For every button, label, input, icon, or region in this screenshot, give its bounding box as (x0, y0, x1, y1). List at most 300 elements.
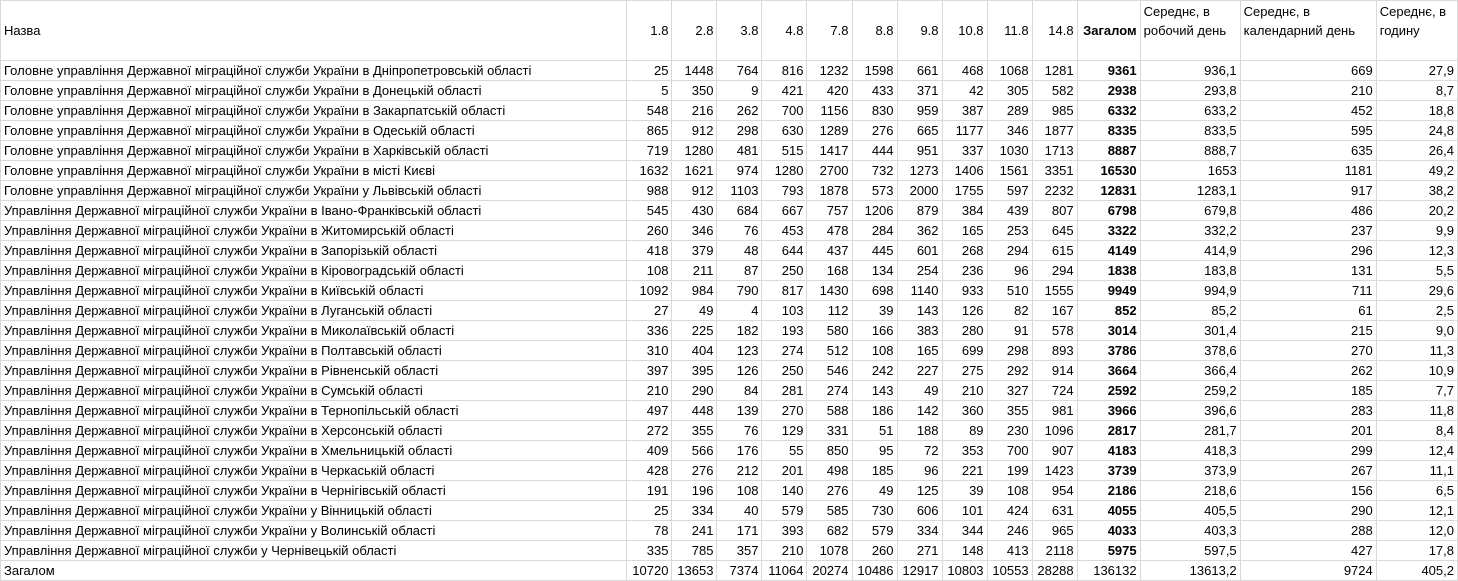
row-avg-calendar-cell[interactable]: 156 (1240, 481, 1376, 501)
row-value-cell[interactable]: 201 (762, 461, 807, 481)
row-name-cell[interactable]: Головне управління Державної міграційної служби України у Львівській області (1, 181, 627, 201)
row-value-cell[interactable]: 236 (942, 261, 987, 281)
row-value-cell[interactable]: 497 (627, 401, 672, 421)
header-date[interactable]: 3.8 (717, 1, 762, 61)
row-value-cell[interactable]: 397 (627, 361, 672, 381)
row-value-cell[interactable]: 272 (627, 421, 672, 441)
row-value-cell[interactable]: 433 (852, 81, 897, 101)
row-value-cell[interactable]: 72 (897, 441, 942, 461)
row-value-cell[interactable]: 276 (672, 461, 717, 481)
row-avg-hour-cell[interactable]: 12,0 (1376, 521, 1457, 541)
row-name-cell[interactable]: Управління Державної міграційної служби України в Житомирській області (1, 221, 627, 241)
row-value-cell[interactable]: 409 (627, 441, 672, 461)
row-value-cell[interactable]: 331 (807, 421, 852, 441)
row-value-cell[interactable]: 292 (987, 361, 1032, 381)
row-value-cell[interactable]: 907 (1032, 441, 1077, 461)
row-avg-hour-cell[interactable]: 9,9 (1376, 221, 1457, 241)
row-value-cell[interactable]: 951 (897, 141, 942, 161)
row-avg-calendar-cell[interactable]: 288 (1240, 521, 1376, 541)
row-value-cell[interactable]: 757 (807, 201, 852, 221)
row-value-cell[interactable]: 344 (942, 521, 987, 541)
row-value-cell[interactable]: 1448 (672, 61, 717, 81)
row-avg-calendar-cell[interactable]: 290 (1240, 501, 1376, 521)
row-value-cell[interactable]: 96 (987, 261, 1032, 281)
row-value-cell[interactable]: 764 (717, 61, 762, 81)
row-avg-hour-cell[interactable]: 12,3 (1376, 241, 1457, 261)
row-value-cell[interactable]: 335 (627, 541, 672, 561)
row-total-cell[interactable]: 2938 (1077, 81, 1140, 101)
row-value-cell[interactable]: 430 (672, 201, 717, 221)
row-value-cell[interactable]: 96 (897, 461, 942, 481)
row-value-cell[interactable]: 176 (717, 441, 762, 461)
row-value-cell[interactable]: 25 (627, 61, 672, 81)
row-avg-workday-cell[interactable]: 259,2 (1140, 381, 1240, 401)
row-value-cell[interactable]: 546 (807, 361, 852, 381)
row-value-cell[interactable]: 1878 (807, 181, 852, 201)
row-value-cell[interactable]: 281 (762, 381, 807, 401)
row-value-cell[interactable]: 337 (942, 141, 987, 161)
row-value-cell[interactable]: 140 (762, 481, 807, 501)
row-avg-workday-cell[interactable]: 936,1 (1140, 61, 1240, 81)
row-value-cell[interactable]: 305 (987, 81, 1032, 101)
row-value-cell[interactable]: 830 (852, 101, 897, 121)
row-value-cell[interactable]: 327 (987, 381, 1032, 401)
row-value-cell[interactable]: 91 (987, 321, 1032, 341)
row-value-cell[interactable]: 294 (1032, 261, 1077, 281)
row-total-cell[interactable]: 9361 (1077, 61, 1140, 81)
row-avg-calendar-cell[interactable]: 201 (1240, 421, 1376, 441)
row-value-cell[interactable]: 165 (942, 221, 987, 241)
row-value-cell[interactable]: 108 (627, 261, 672, 281)
row-value-cell[interactable]: 284 (852, 221, 897, 241)
row-avg-hour-cell[interactable]: 8,7 (1376, 81, 1457, 101)
row-total-cell[interactable]: 12831 (1077, 181, 1140, 201)
row-value-cell[interactable]: 276 (807, 481, 852, 501)
row-value-cell[interactable]: 448 (672, 401, 717, 421)
row-value-cell[interactable]: 2232 (1032, 181, 1077, 201)
footer-cell[interactable]: 10803 (942, 561, 987, 581)
row-name-cell[interactable]: Головне управління Державної міграційної служби України в Одеській області (1, 121, 627, 141)
row-value-cell[interactable]: 193 (762, 321, 807, 341)
row-avg-workday-cell[interactable]: 293,8 (1140, 81, 1240, 101)
row-value-cell[interactable]: 954 (1032, 481, 1077, 501)
row-value-cell[interactable]: 76 (717, 221, 762, 241)
row-value-cell[interactable]: 790 (717, 281, 762, 301)
row-value-cell[interactable]: 25 (627, 501, 672, 521)
row-name-cell[interactable]: Управління Державної міграційної служби України у Волинській області (1, 521, 627, 541)
row-avg-workday-cell[interactable]: 633,2 (1140, 101, 1240, 121)
row-value-cell[interactable]: 108 (717, 481, 762, 501)
row-value-cell[interactable]: 262 (717, 101, 762, 121)
header-date[interactable]: 2.8 (672, 1, 717, 61)
row-value-cell[interactable]: 1555 (1032, 281, 1077, 301)
row-value-cell[interactable]: 444 (852, 141, 897, 161)
row-value-cell[interactable]: 139 (717, 401, 762, 421)
row-value-cell[interactable]: 383 (897, 321, 942, 341)
row-avg-hour-cell[interactable]: 11,3 (1376, 341, 1457, 361)
row-value-cell[interactable]: 1103 (717, 181, 762, 201)
row-avg-calendar-cell[interactable]: 61 (1240, 301, 1376, 321)
row-value-cell[interactable]: 615 (1032, 241, 1077, 261)
row-value-cell[interactable]: 298 (717, 121, 762, 141)
footer-avg-hour[interactable]: 405,2 (1376, 561, 1457, 581)
row-value-cell[interactable]: 914 (1032, 361, 1077, 381)
row-avg-calendar-cell[interactable]: 486 (1240, 201, 1376, 221)
row-value-cell[interactable]: 1621 (672, 161, 717, 181)
row-value-cell[interactable]: 2700 (807, 161, 852, 181)
row-value-cell[interactable]: 510 (987, 281, 1032, 301)
row-value-cell[interactable]: 1156 (807, 101, 852, 121)
row-value-cell[interactable]: 78 (627, 521, 672, 541)
row-value-cell[interactable]: 290 (672, 381, 717, 401)
row-value-cell[interactable]: 211 (672, 261, 717, 281)
row-value-cell[interactable]: 55 (762, 441, 807, 461)
row-value-cell[interactable]: 289 (987, 101, 1032, 121)
footer-cell[interactable]: 10486 (852, 561, 897, 581)
row-value-cell[interactable]: 580 (807, 321, 852, 341)
row-value-cell[interactable]: 682 (807, 521, 852, 541)
row-value-cell[interactable]: 1598 (852, 61, 897, 81)
row-total-cell[interactable]: 3322 (1077, 221, 1140, 241)
row-avg-hour-cell[interactable]: 17,8 (1376, 541, 1457, 561)
row-value-cell[interactable]: 87 (717, 261, 762, 281)
row-avg-hour-cell[interactable]: 10,9 (1376, 361, 1457, 381)
row-avg-hour-cell[interactable]: 24,8 (1376, 121, 1457, 141)
row-value-cell[interactable]: 350 (672, 81, 717, 101)
row-avg-workday-cell[interactable]: 396,6 (1140, 401, 1240, 421)
row-value-cell[interactable]: 360 (942, 401, 987, 421)
row-name-cell[interactable]: Управління Державної міграційної служби України в Кіровоградській області (1, 261, 627, 281)
row-value-cell[interactable]: 39 (852, 301, 897, 321)
row-value-cell[interactable]: 1232 (807, 61, 852, 81)
row-name-cell[interactable]: Головне управління Державної міграційної служби України в Закарпатській області (1, 101, 627, 121)
row-total-cell[interactable]: 8887 (1077, 141, 1140, 161)
row-value-cell[interactable]: 212 (717, 461, 762, 481)
row-value-cell[interactable]: 428 (627, 461, 672, 481)
row-value-cell[interactable]: 82 (987, 301, 1032, 321)
footer-cell[interactable]: 10720 (627, 561, 672, 581)
row-value-cell[interactable]: 275 (942, 361, 987, 381)
row-avg-hour-cell[interactable]: 38,2 (1376, 181, 1457, 201)
row-value-cell[interactable]: 965 (1032, 521, 1077, 541)
row-value-cell[interactable]: 1096 (1032, 421, 1077, 441)
row-value-cell[interactable]: 588 (807, 401, 852, 421)
row-value-cell[interactable]: 260 (852, 541, 897, 561)
row-value-cell[interactable]: 548 (627, 101, 672, 121)
row-value-cell[interactable]: 355 (987, 401, 1032, 421)
row-avg-hour-cell[interactable]: 9,0 (1376, 321, 1457, 341)
row-avg-workday-cell[interactable]: 378,6 (1140, 341, 1240, 361)
row-value-cell[interactable]: 1632 (627, 161, 672, 181)
row-avg-hour-cell[interactable]: 18,8 (1376, 101, 1457, 121)
row-value-cell[interactable]: 129 (762, 421, 807, 441)
row-avg-workday-cell[interactable]: 332,2 (1140, 221, 1240, 241)
row-value-cell[interactable]: 3351 (1032, 161, 1077, 181)
row-value-cell[interactable]: 40 (717, 501, 762, 521)
row-total-cell[interactable]: 3966 (1077, 401, 1140, 421)
row-value-cell[interactable]: 631 (1032, 501, 1077, 521)
row-value-cell[interactable]: 42 (942, 81, 987, 101)
row-avg-calendar-cell[interactable]: 185 (1240, 381, 1376, 401)
row-avg-workday-cell[interactable]: 1653 (1140, 161, 1240, 181)
row-value-cell[interactable]: 268 (942, 241, 987, 261)
row-value-cell[interactable]: 1092 (627, 281, 672, 301)
row-value-cell[interactable]: 371 (897, 81, 942, 101)
row-value-cell[interactable]: 362 (897, 221, 942, 241)
row-value-cell[interactable]: 579 (762, 501, 807, 521)
row-value-cell[interactable]: 84 (717, 381, 762, 401)
row-value-cell[interactable]: 421 (762, 81, 807, 101)
row-name-cell[interactable]: Головне управління Державної міграційної служби України в Донецькій області (1, 81, 627, 101)
row-total-cell[interactable]: 9949 (1077, 281, 1140, 301)
row-value-cell[interactable]: 699 (942, 341, 987, 361)
row-avg-calendar-cell[interactable]: 210 (1240, 81, 1376, 101)
row-value-cell[interactable]: 199 (987, 461, 1032, 481)
row-avg-workday-cell[interactable]: 281,7 (1140, 421, 1240, 441)
row-value-cell[interactable]: 1423 (1032, 461, 1077, 481)
row-value-cell[interactable]: 280 (942, 321, 987, 341)
row-value-cell[interactable]: 645 (1032, 221, 1077, 241)
row-value-cell[interactable]: 294 (987, 241, 1032, 261)
row-value-cell[interactable]: 498 (807, 461, 852, 481)
row-value-cell[interactable]: 879 (897, 201, 942, 221)
row-avg-workday-cell[interactable]: 366,4 (1140, 361, 1240, 381)
row-value-cell[interactable]: 27 (627, 301, 672, 321)
row-total-cell[interactable]: 2186 (1077, 481, 1140, 501)
row-value-cell[interactable]: 210 (762, 541, 807, 561)
row-value-cell[interactable]: 1280 (672, 141, 717, 161)
row-value-cell[interactable]: 817 (762, 281, 807, 301)
row-value-cell[interactable]: 186 (852, 401, 897, 421)
row-value-cell[interactable]: 5 (627, 81, 672, 101)
row-avg-hour-cell[interactable]: 5,5 (1376, 261, 1457, 281)
footer-cell[interactable]: 7374 (717, 561, 762, 581)
row-avg-workday-cell[interactable]: 85,2 (1140, 301, 1240, 321)
row-name-cell[interactable]: Управління Державної міграційної служби України в Київській області (1, 281, 627, 301)
row-value-cell[interactable]: 684 (717, 201, 762, 221)
row-avg-calendar-cell[interactable]: 262 (1240, 361, 1376, 381)
row-value-cell[interactable]: 143 (897, 301, 942, 321)
row-name-cell[interactable]: Управління Державної міграційної служби України в Черкаській області (1, 461, 627, 481)
row-value-cell[interactable]: 1206 (852, 201, 897, 221)
row-value-cell[interactable]: 191 (627, 481, 672, 501)
row-value-cell[interactable]: 260 (627, 221, 672, 241)
row-value-cell[interactable]: 270 (762, 401, 807, 421)
row-value-cell[interactable]: 274 (807, 381, 852, 401)
row-total-cell[interactable]: 2592 (1077, 381, 1140, 401)
row-value-cell[interactable]: 630 (762, 121, 807, 141)
row-avg-calendar-cell[interactable]: 635 (1240, 141, 1376, 161)
row-name-cell[interactable]: Головне управління Державної міграційної служби України в місті Києві (1, 161, 627, 181)
row-avg-workday-cell[interactable]: 183,8 (1140, 261, 1240, 281)
row-value-cell[interactable]: 241 (672, 521, 717, 541)
row-value-cell[interactable]: 468 (942, 61, 987, 81)
row-name-cell[interactable]: Управління Державної міграційної служби у Чернівецькій області (1, 541, 627, 561)
row-value-cell[interactable]: 1417 (807, 141, 852, 161)
row-value-cell[interactable]: 545 (627, 201, 672, 221)
row-value-cell[interactable]: 582 (1032, 81, 1077, 101)
row-name-cell[interactable]: Головне управління Державної міграційної служби України в Харківській області (1, 141, 627, 161)
row-value-cell[interactable]: 481 (717, 141, 762, 161)
row-value-cell[interactable]: 644 (762, 241, 807, 261)
footer-cell[interactable]: 11064 (762, 561, 807, 581)
row-avg-workday-cell[interactable]: 833,5 (1140, 121, 1240, 141)
row-value-cell[interactable]: 1140 (897, 281, 942, 301)
row-value-cell[interactable]: 48 (717, 241, 762, 261)
row-value-cell[interactable]: 76 (717, 421, 762, 441)
row-avg-workday-cell[interactable]: 218,6 (1140, 481, 1240, 501)
row-value-cell[interactable]: 336 (627, 321, 672, 341)
row-value-cell[interactable]: 167 (1032, 301, 1077, 321)
row-value-cell[interactable]: 1289 (807, 121, 852, 141)
row-value-cell[interactable]: 250 (762, 261, 807, 281)
row-value-cell[interactable]: 981 (1032, 401, 1077, 421)
row-value-cell[interactable]: 1078 (807, 541, 852, 561)
row-value-cell[interactable]: 210 (627, 381, 672, 401)
footer-label[interactable]: Загалом (1, 561, 627, 581)
row-value-cell[interactable]: 250 (762, 361, 807, 381)
row-value-cell[interactable]: 512 (807, 341, 852, 361)
row-total-cell[interactable]: 3786 (1077, 341, 1140, 361)
row-total-cell[interactable]: 6798 (1077, 201, 1140, 221)
row-value-cell[interactable]: 1713 (1032, 141, 1077, 161)
row-avg-workday-cell[interactable]: 414,9 (1140, 241, 1240, 261)
row-value-cell[interactable]: 126 (942, 301, 987, 321)
footer-cell[interactable]: 20274 (807, 561, 852, 581)
row-value-cell[interactable]: 108 (987, 481, 1032, 501)
footer-cell[interactable]: 13653 (672, 561, 717, 581)
row-name-cell[interactable]: Управління Державної міграційної служби України в Тернопільській області (1, 401, 627, 421)
row-value-cell[interactable]: 2118 (1032, 541, 1077, 561)
row-avg-calendar-cell[interactable]: 267 (1240, 461, 1376, 481)
row-avg-hour-cell[interactable]: 2,5 (1376, 301, 1457, 321)
row-value-cell[interactable]: 667 (762, 201, 807, 221)
row-name-cell[interactable]: Управління Державної міграційної служби України в Запорізькій області (1, 241, 627, 261)
row-total-cell[interactable]: 8335 (1077, 121, 1140, 141)
row-avg-calendar-cell[interactable]: 595 (1240, 121, 1376, 141)
row-avg-workday-cell[interactable]: 994,9 (1140, 281, 1240, 301)
row-value-cell[interactable]: 515 (762, 141, 807, 161)
row-value-cell[interactable]: 959 (897, 101, 942, 121)
row-avg-calendar-cell[interactable]: 452 (1240, 101, 1376, 121)
row-value-cell[interactable]: 984 (672, 281, 717, 301)
row-name-cell[interactable]: Управління Державної міграційної служби України в Луганській області (1, 301, 627, 321)
row-avg-workday-cell[interactable]: 888,7 (1140, 141, 1240, 161)
footer-cell[interactable]: 28288 (1032, 561, 1077, 581)
row-value-cell[interactable]: 566 (672, 441, 717, 461)
row-value-cell[interactable]: 1755 (942, 181, 987, 201)
row-total-cell[interactable]: 4149 (1077, 241, 1140, 261)
row-total-cell[interactable]: 5975 (1077, 541, 1140, 561)
row-total-cell[interactable]: 16530 (1077, 161, 1140, 181)
header-date[interactable]: 14.8 (1032, 1, 1077, 61)
row-avg-workday-cell[interactable]: 1283,1 (1140, 181, 1240, 201)
row-avg-workday-cell[interactable]: 373,9 (1140, 461, 1240, 481)
footer-cell[interactable]: 12917 (897, 561, 942, 581)
row-value-cell[interactable]: 579 (852, 521, 897, 541)
row-value-cell[interactable]: 1561 (987, 161, 1032, 181)
row-value-cell[interactable]: 606 (897, 501, 942, 521)
row-value-cell[interactable]: 698 (852, 281, 897, 301)
header-avg-workday[interactable]: Середнє, в робочий день (1140, 1, 1240, 61)
row-avg-workday-cell[interactable]: 418,3 (1140, 441, 1240, 461)
header-date[interactable]: 8.8 (852, 1, 897, 61)
row-value-cell[interactable]: 1281 (1032, 61, 1077, 81)
row-value-cell[interactable]: 807 (1032, 201, 1077, 221)
row-value-cell[interactable]: 185 (852, 461, 897, 481)
row-value-cell[interactable]: 143 (852, 381, 897, 401)
row-value-cell[interactable]: 700 (762, 101, 807, 121)
row-value-cell[interactable]: 49 (672, 301, 717, 321)
row-value-cell[interactable]: 1030 (987, 141, 1032, 161)
footer-avg-calendar[interactable]: 9724 (1240, 561, 1376, 581)
row-value-cell[interactable]: 9 (717, 81, 762, 101)
row-value-cell[interactable]: 196 (672, 481, 717, 501)
row-value-cell[interactable]: 893 (1032, 341, 1077, 361)
row-value-cell[interactable]: 271 (897, 541, 942, 561)
row-value-cell[interactable]: 404 (672, 341, 717, 361)
row-value-cell[interactable]: 210 (942, 381, 987, 401)
row-name-cell[interactable]: Управління Державної міграційної служби України у Вінницькій області (1, 501, 627, 521)
row-value-cell[interactable]: 123 (717, 341, 762, 361)
row-name-cell[interactable]: Управління Державної міграційної служби України в Херсонській області (1, 421, 627, 441)
row-total-cell[interactable]: 3739 (1077, 461, 1140, 481)
row-name-cell[interactable]: Управління Державної міграційної служби України в Миколаївській області (1, 321, 627, 341)
row-name-cell[interactable]: Головне управління Державної міграційної служби України в Дніпропетровській області (1, 61, 627, 81)
row-value-cell[interactable]: 700 (987, 441, 1032, 461)
row-value-cell[interactable]: 225 (672, 321, 717, 341)
row-value-cell[interactable]: 166 (852, 321, 897, 341)
row-value-cell[interactable]: 1877 (1032, 121, 1077, 141)
row-value-cell[interactable]: 276 (852, 121, 897, 141)
row-value-cell[interactable]: 254 (897, 261, 942, 281)
row-avg-workday-cell[interactable]: 405,5 (1140, 501, 1240, 521)
row-value-cell[interactable]: 51 (852, 421, 897, 441)
row-value-cell[interactable]: 719 (627, 141, 672, 161)
row-value-cell[interactable]: 578 (1032, 321, 1077, 341)
row-value-cell[interactable]: 393 (762, 521, 807, 541)
header-avg-hour[interactable]: Середнє, в годину (1376, 1, 1457, 61)
row-avg-hour-cell[interactable]: 49,2 (1376, 161, 1457, 181)
row-value-cell[interactable]: 126 (717, 361, 762, 381)
header-total[interactable]: Загалом (1077, 1, 1140, 61)
row-value-cell[interactable]: 4 (717, 301, 762, 321)
row-name-cell[interactable]: Управління Державної міграційної служби України в Івано-Франківській області (1, 201, 627, 221)
row-total-cell[interactable]: 1838 (1077, 261, 1140, 281)
row-value-cell[interactable]: 912 (672, 181, 717, 201)
row-name-cell[interactable]: Управління Державної міграційної служби України в Рівненській області (1, 361, 627, 381)
row-value-cell[interactable]: 216 (672, 101, 717, 121)
row-avg-calendar-cell[interactable]: 270 (1240, 341, 1376, 361)
row-avg-calendar-cell[interactable]: 917 (1240, 181, 1376, 201)
row-value-cell[interactable]: 108 (852, 341, 897, 361)
row-name-cell[interactable]: Управління Державної міграційної служби України в Сумській області (1, 381, 627, 401)
header-name[interactable]: Назва (1, 1, 627, 61)
row-value-cell[interactable]: 1177 (942, 121, 987, 141)
row-value-cell[interactable]: 974 (717, 161, 762, 181)
row-value-cell[interactable]: 793 (762, 181, 807, 201)
row-avg-calendar-cell[interactable]: 711 (1240, 281, 1376, 301)
row-value-cell[interactable]: 103 (762, 301, 807, 321)
row-value-cell[interactable]: 573 (852, 181, 897, 201)
row-value-cell[interactable]: 424 (987, 501, 1032, 521)
row-avg-calendar-cell[interactable]: 215 (1240, 321, 1376, 341)
row-value-cell[interactable]: 89 (942, 421, 987, 441)
row-avg-hour-cell[interactable]: 29,6 (1376, 281, 1457, 301)
row-value-cell[interactable]: 168 (807, 261, 852, 281)
row-value-cell[interactable]: 242 (852, 361, 897, 381)
row-value-cell[interactable]: 346 (987, 121, 1032, 141)
